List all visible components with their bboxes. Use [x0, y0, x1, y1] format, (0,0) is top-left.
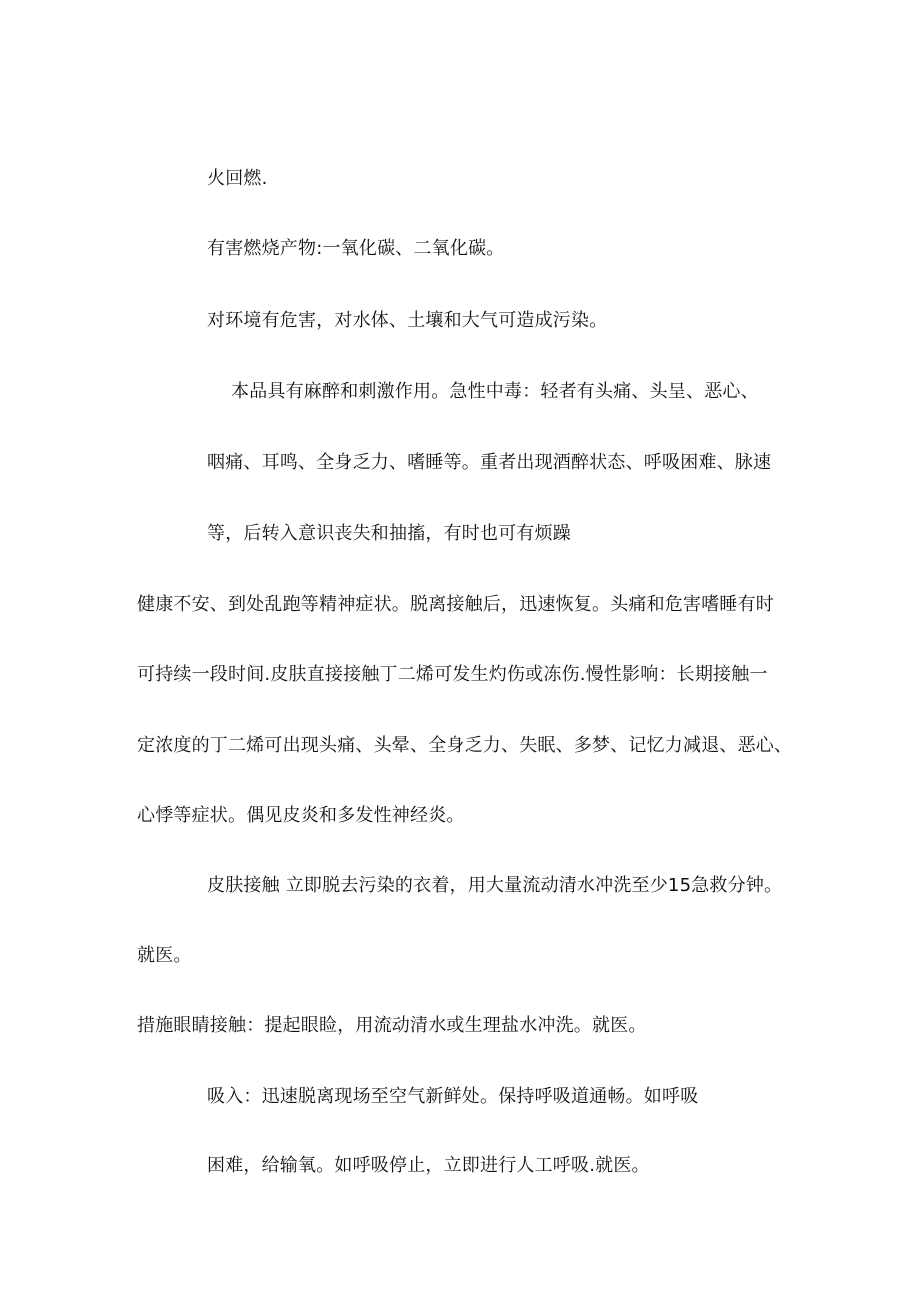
text-line: 困难，给输氧。如呼吸停止，立即进行人工呼吸.就医。: [207, 1155, 650, 1176]
text-line: 本品具有麻醉和刺激作用。急性中毒：轻者有头痛、头呈、恶心、: [231, 381, 759, 402]
text-line: 有害燃烧产物:一氧化碳、二氧化碳。: [207, 238, 505, 259]
text-line: 措施眼睛接触：提起眼睑，用流动清水或生理盐水冲洗。就医。: [137, 1015, 647, 1036]
text-line: 对环境有危害，对水体、土壤和大气可造成污染。: [207, 310, 608, 331]
text-line: 定浓度的丁二烯可出现头痛、头晕、全身乏力、失眠、多梦、记忆力减退、恶心、: [137, 735, 793, 756]
text-line: 就医。: [137, 945, 192, 966]
text-line: 健康不安、到处乱跑等精神症状。脱离接触后，迅速恢复。头痛和危害嗜睡有时: [137, 594, 774, 615]
text-line: 等，后转入意识丧失和抽搐，有时也可有烦躁: [207, 523, 571, 544]
text-line: 皮肤接触 立即脱去污染的衣着，用大量流动清水冲洗至少15急救分钟。: [207, 875, 783, 896]
text-line: 吸入：迅速脱离现场至空气新鲜处。保持呼吸道通畅。如呼吸: [207, 1086, 699, 1107]
text-line: 可持续一段时间.皮肤直接接触丁二烯可发生灼伤或冻伤.慢性影响：长期接触一: [137, 664, 768, 685]
text-line: 心悸等症状。偶见皮炎和多发性神经炎。: [137, 805, 465, 826]
text-line: 咽痛、耳鸣、全身乏力、嗜睡等。重者出现酒醉状态、呼吸困难、脉速: [207, 452, 772, 473]
text-line: 火回燃.: [207, 168, 268, 189]
